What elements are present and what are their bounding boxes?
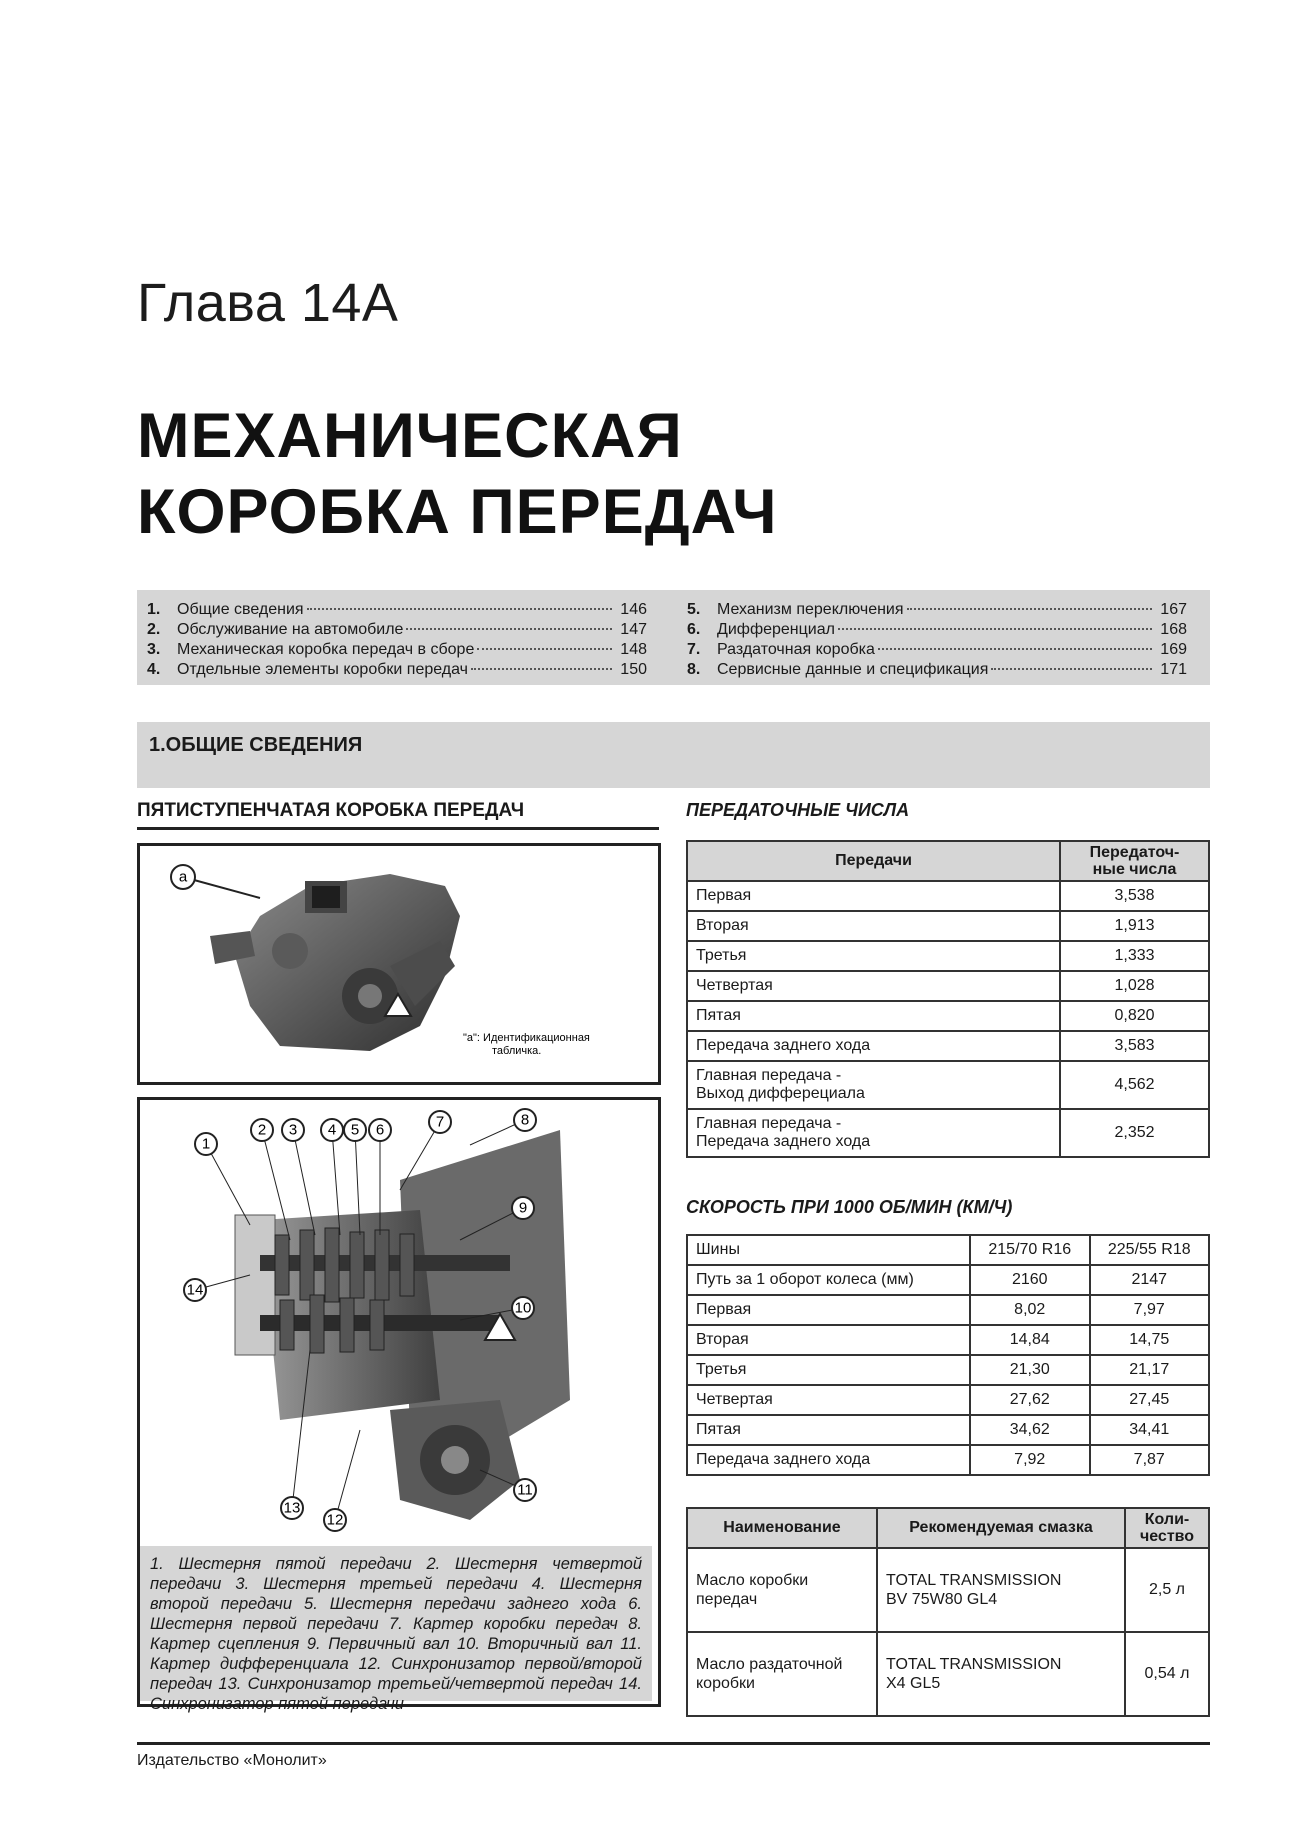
cell: TOTAL TRANSMISSION BV 75W80 GL4 — [877, 1548, 1125, 1632]
toc-label: Раздаточная коробка — [717, 641, 875, 658]
section-header — [137, 722, 1210, 788]
figure-caption: 1. Шестерня пятой передачи 2. Шестерня четвертой передачи 3. Шестерня третьей передачи 4. Шестерня второй передачи 5. Шестерня передачи заднего хода 6. Шестерня первой передачи 7. Картер коробки передач 8. Картер сцепления 9. Первичный вал 10. Вторичный вал 11. Картер дифференциала 12. Синхронизатор первой/второй передач 13. Синхронизатор третьей/четвертой передач 14. Синхронизатор пятой передачи — [140, 1546, 652, 1701]
lube-table — [686, 1507, 1210, 1717]
fig2-callout: 13 — [283, 1499, 301, 1517]
section-title: 1.ОБЩИЕ СВЕДЕНИЯ — [149, 734, 363, 756]
cell: 7,87 — [1090, 1445, 1210, 1475]
table-row — [687, 941, 1209, 971]
cell: 4,562 — [1060, 1061, 1209, 1109]
toc-item[interactable] — [687, 660, 1187, 680]
toc-num: 1. — [147, 601, 161, 618]
cell: Четвертая — [687, 971, 1060, 1001]
cell: 0,820 — [1060, 1001, 1209, 1031]
cell: Четвертая — [687, 1385, 970, 1415]
cell: 21,17 — [1090, 1355, 1210, 1385]
ratios-col-values-line1: Передаточ- — [1089, 844, 1180, 861]
cell: 14,75 — [1090, 1325, 1210, 1355]
cell: Третья — [687, 1355, 970, 1385]
fig2-callout: 8 — [520, 1111, 530, 1129]
fig2-callout: 6 — [375, 1121, 385, 1139]
toc-label: Сервисные данные и спецификация — [717, 661, 989, 678]
toc-item[interactable] — [147, 620, 647, 640]
gearbox-section-illustration — [140, 1100, 658, 1540]
cell: Масло коробки передач — [687, 1548, 877, 1632]
table-header-row — [687, 1508, 1209, 1548]
left-subtitle: ПЯТИСТУПЕНЧАТАЯ КОРОБКА ПЕРЕДАЧ — [137, 800, 659, 830]
fig2-callout: 1 — [201, 1135, 211, 1153]
toc-label: Механическая коробка передач в сборе — [177, 641, 475, 658]
lube-col-qty-line2: чество — [1139, 1528, 1195, 1545]
toc-num: 2. — [147, 621, 161, 638]
fig1-note-line2: табличка. — [492, 1045, 542, 1057]
chapter-title-line1: МЕХАНИЧЕСКАЯ — [137, 401, 683, 471]
cell: 21,30 — [970, 1355, 1090, 1385]
toc-item[interactable] — [687, 620, 1187, 640]
cell: 1,028 — [1060, 971, 1209, 1001]
ratios-heading: ПЕРЕДАТОЧНЫЕ ЧИСЛА — [686, 800, 910, 820]
fig1-callout-label: a — [178, 868, 188, 886]
chapter-title-line2: КОРОБКА ПЕРЕДАЧ — [137, 477, 778, 547]
cell: 7,97 — [1090, 1295, 1210, 1325]
cell: 225/55 R18 — [1090, 1235, 1210, 1265]
cell: Масло раздаточной коробки — [687, 1632, 877, 1716]
toc-num: 5. — [687, 601, 701, 618]
cell: 14,84 — [970, 1325, 1090, 1355]
cell: 27,45 — [1090, 1385, 1210, 1415]
ratios-col-values — [1060, 841, 1209, 881]
cell: 34,41 — [1090, 1415, 1210, 1445]
toc-label: Отдельные элементы коробки передач — [177, 661, 468, 678]
cell: Главная передача - Выход дифферециала — [687, 1061, 1060, 1109]
cell: TOTAL TRANSMISSION X4 GL5 — [877, 1632, 1125, 1716]
fig2-callout: 2 — [257, 1121, 267, 1139]
speed-heading: СКОРОСТЬ ПРИ 1000 ОБ/МИН (КМ/Ч) — [686, 1197, 1013, 1217]
toc-label: Дифференциал — [717, 621, 835, 638]
toc-page: 146 — [620, 601, 647, 618]
table-row — [687, 1325, 1209, 1355]
cell: 0,54 л — [1125, 1632, 1209, 1716]
cell: Первая — [687, 1295, 970, 1325]
toc-num: 3. — [147, 641, 161, 658]
cell: 1,333 — [1060, 941, 1209, 971]
table-row — [687, 1295, 1209, 1325]
cell: 1,913 — [1060, 911, 1209, 941]
toc-page: 150 — [620, 661, 647, 678]
toc-page: 168 — [1160, 621, 1187, 638]
toc-column-right — [687, 600, 1187, 680]
toc-num: 8. — [687, 661, 701, 678]
table-row — [687, 1415, 1209, 1445]
toc-item[interactable] — [147, 600, 647, 620]
publisher-footer: Издательство «Монолит» — [137, 1752, 327, 1769]
ratios-col-values-line2: ные числа — [1092, 861, 1177, 878]
cell: 34,62 — [970, 1415, 1090, 1445]
toc-label: Обслуживание на автомобиле — [177, 621, 404, 638]
table-row — [687, 971, 1209, 1001]
cell: 2160 — [970, 1265, 1090, 1295]
cell: Вторая — [687, 911, 1060, 941]
cell: 3,538 — [1060, 881, 1209, 911]
cell: Путь за 1 оборот колеса (мм) — [687, 1265, 970, 1295]
cell: Пятая — [687, 1415, 970, 1445]
toc-item[interactable] — [147, 640, 647, 660]
toc-item[interactable] — [687, 600, 1187, 620]
table-row — [687, 1031, 1209, 1061]
cell: Вторая — [687, 1325, 970, 1355]
toc-page: 167 — [1160, 601, 1187, 618]
cell: Пятая — [687, 1001, 1060, 1031]
cell: 2147 — [1090, 1265, 1210, 1295]
cell: 2,5 л — [1125, 1548, 1209, 1632]
table-row — [687, 1265, 1209, 1295]
table-of-contents — [137, 590, 1210, 685]
table-row — [687, 1632, 1209, 1716]
cell: Третья — [687, 941, 1060, 971]
fig2-callout: 5 — [350, 1121, 360, 1139]
lube-col-qty-line1: Коли- — [1144, 1511, 1190, 1528]
table-header-row — [687, 841, 1209, 881]
fig2-callout: 12 — [326, 1511, 344, 1529]
fig1-note-line1: "a": Идентификационная — [463, 1032, 590, 1044]
cell: 2,352 — [1060, 1109, 1209, 1157]
cell: Первая — [687, 881, 1060, 911]
fig2-callout: 3 — [288, 1121, 298, 1139]
gearbox-photo-illustration — [140, 846, 658, 1082]
lube-col-qty — [1125, 1508, 1209, 1548]
toc-num: 7. — [687, 641, 701, 658]
cell: Передача заднего хода — [687, 1031, 1060, 1061]
fig2-callout: 11 — [517, 1481, 533, 1499]
chapter-number: Глава 14А — [137, 273, 399, 333]
cell: Главная передача - Передача заднего хода — [687, 1109, 1060, 1157]
chapter-title — [137, 398, 778, 550]
toc-item[interactable] — [687, 640, 1187, 660]
cell: Передача заднего хода — [687, 1445, 970, 1475]
toc-num: 6. — [687, 621, 701, 638]
cell: 3,583 — [1060, 1031, 1209, 1061]
table-row — [687, 1445, 1209, 1475]
ratios-table — [686, 840, 1210, 1158]
table-row — [687, 1548, 1209, 1632]
toc-label: Механизм переключения — [717, 601, 904, 618]
table-row — [687, 1385, 1209, 1415]
cell: 7,92 — [970, 1445, 1090, 1475]
toc-column-left — [147, 600, 647, 680]
lube-col-name: Наименование — [687, 1508, 877, 1548]
toc-label: Общие сведения — [177, 601, 304, 618]
table-header-row — [687, 1235, 1209, 1265]
cell: Шины — [687, 1235, 970, 1265]
toc-page: 169 — [1160, 641, 1187, 658]
cell: 215/70 R16 — [970, 1235, 1090, 1265]
toc-page: 148 — [620, 641, 647, 658]
fig2-callout: 7 — [435, 1113, 445, 1131]
toc-num: 4. — [147, 661, 161, 678]
ratios-col-gears: Передачи — [687, 841, 1060, 881]
table-row — [687, 1109, 1209, 1157]
speed-table — [686, 1234, 1210, 1476]
lube-col-oil: Рекомендуемая смазка — [877, 1508, 1125, 1548]
fig2-callout: 14 — [186, 1281, 204, 1299]
table-row — [687, 1061, 1209, 1109]
fig2-callout: 4 — [327, 1121, 337, 1139]
toc-page: 147 — [620, 621, 647, 638]
fig2-callout: 9 — [518, 1199, 528, 1217]
footer-divider — [137, 1742, 1210, 1745]
table-row — [687, 881, 1209, 911]
figure-gearbox-photo — [137, 843, 661, 1085]
fig2-callout: 10 — [514, 1299, 532, 1317]
toc-item[interactable] — [147, 660, 647, 680]
cell: 8,02 — [970, 1295, 1090, 1325]
table-row — [687, 911, 1209, 941]
cell: 27,62 — [970, 1385, 1090, 1415]
table-row — [687, 1001, 1209, 1031]
toc-page: 171 — [1160, 661, 1187, 678]
table-row — [687, 1355, 1209, 1385]
